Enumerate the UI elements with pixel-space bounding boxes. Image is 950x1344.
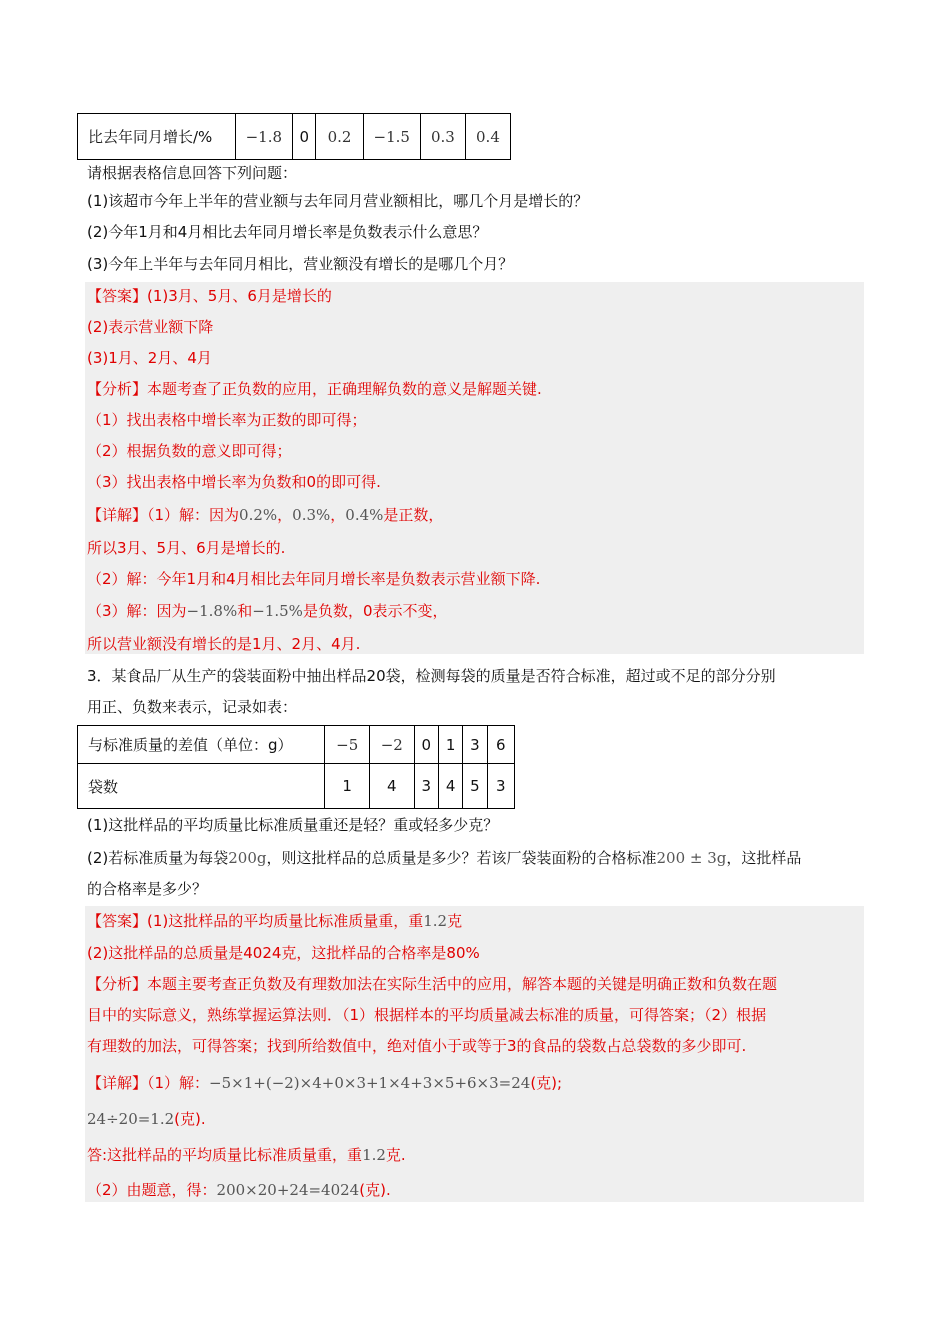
table-cell: 0.4 — [465, 114, 510, 160]
table-cell: 0 — [414, 726, 438, 764]
table-cell: −2 — [370, 726, 415, 764]
detail-text: 答:这批样品的平均质量比标准质量重，重 — [87, 1146, 363, 1164]
detail-text: （2）由题意，得： — [87, 1181, 217, 1199]
question-stem: 用正、负数来表示，记录如表： — [87, 698, 298, 716]
table-cell: 0 — [292, 114, 316, 160]
table-cell: 6 — [487, 726, 514, 764]
detail-line — [87, 1145, 406, 1165]
question-part-2: (2)今年1月和4月相比去年同月增长率是负数表示什么意思？ — [87, 223, 488, 241]
table-cell: 4 — [370, 764, 415, 809]
analysis-line: （3）找出表格中增长率为负数和0的即可得. — [87, 473, 381, 491]
flour-table — [77, 725, 515, 809]
math-expression: 200 ± 3g — [656, 849, 727, 867]
growth-table — [77, 113, 511, 160]
question-stem: 3．某食品厂从生产的袋装面粉中抽出样品20袋，检测每袋的质量是否符合标准，超过或不足的部分分别 — [87, 667, 776, 685]
answer-text: 克 — [447, 912, 463, 930]
detail-line — [87, 1180, 391, 1200]
detail-text: 和 — [237, 602, 253, 620]
table-cell: −5 — [325, 726, 370, 764]
table-cell: 5 — [463, 764, 487, 809]
detail-line — [87, 1073, 562, 1093]
table-header-cell: 与标准质量的差值（单位：g） — [78, 726, 325, 764]
math-expression: 0.3% — [292, 506, 331, 524]
question-part-2-cont: 的合格率是多少？ — [87, 880, 208, 898]
detail-text: (克). — [174, 1110, 206, 1128]
question-part-1: (1)这批样品的平均质量比标准质量重还是轻？重或轻多少克？ — [87, 816, 499, 834]
table-header-cell: 比去年同月增长/% — [78, 114, 236, 160]
table-row — [78, 764, 515, 809]
question-part-2 — [87, 848, 801, 868]
question-part-1: (1)该超市今年上半年的营业额与去年同月营业额相比，哪几个月是增长的？ — [87, 192, 589, 210]
detail-text: ， — [277, 506, 293, 524]
analysis-line: （2）根据负数的意义即可得； — [87, 442, 292, 460]
table-cell: 1 — [438, 726, 462, 764]
detail-line: （2）解：今年1月和4月相比去年同月增长率是负数表示营业额下降. — [87, 570, 541, 588]
detail-text: (克). — [359, 1181, 391, 1199]
table-cell: −1.8 — [235, 114, 292, 160]
table-row — [78, 114, 511, 160]
detail-text: 是负数，0表示不变， — [302, 602, 448, 620]
table-cell: 0.3 — [420, 114, 465, 160]
answer-line: 【答案】(1)3月、5月、6月是增长的 — [87, 287, 332, 305]
math-expression: 1.2 — [423, 912, 448, 930]
detail-line: 所以营业额没有增长的是1月、2月、4月. — [87, 635, 361, 653]
analysis-line: （1）找出表格中增长率为正数的即可得； — [87, 411, 367, 429]
detail-line — [87, 1109, 206, 1129]
question-intro: 请根据表格信息回答下列问题： — [87, 164, 298, 182]
math-expression: −1.8% — [186, 602, 238, 620]
question-part-3: (3)今年上半年与去年同月相比，营业额没有增长的是哪几个月？ — [87, 255, 514, 273]
table-cell: 0.2 — [316, 114, 363, 160]
table-cell: 3 — [487, 764, 514, 809]
detail-line: 所以3月、5月、6月是增长的. — [87, 539, 286, 557]
math-expression: 0.2% — [239, 506, 278, 524]
table-row — [78, 726, 515, 764]
table-cell: 3 — [463, 726, 487, 764]
table-cell: 4 — [438, 764, 462, 809]
detail-text: 是正数， — [383, 506, 444, 524]
analysis-line: 【分析】本题考查了正负数的应用，正确理解负数的意义是解题关键. — [87, 380, 542, 398]
question-text: (2)若标准质量为每袋 — [87, 849, 229, 867]
analysis-line: 【分析】本题主要考查正负数及有理数加法在实际生活中的应用，解答本题的关键是明确正数和负数在题 — [87, 975, 778, 993]
detail-text: (克); — [530, 1074, 563, 1092]
detail-text: 【详解】（1）解： — [87, 1074, 210, 1092]
table-cell: 3 — [414, 764, 438, 809]
analysis-line: 目中的实际意义，熟练掌握运算法则．（1）根据样本的平均质量减去标准的质量，可得答案；（2）根据 — [87, 1006, 767, 1024]
math-expression: −5×1+(−2)×4+0×3+1×4+3×5+6×3=24 — [209, 1074, 531, 1092]
math-expression: 200×20+24=4024 — [216, 1181, 360, 1199]
answer-text: 【答案】(1)这批样品的平均质量比标准质量重，重 — [87, 912, 424, 930]
detail-line — [87, 505, 443, 525]
math-expression: 1.2 — [362, 1146, 386, 1164]
detail-text: 【详解】（1）解：因为 — [87, 506, 240, 524]
analysis-line: 有理数的加法，可得答案；找到所给数值中，绝对值小于或等于3的食品的袋数占总袋数的多少即可. — [87, 1037, 747, 1055]
answer-line: (2)表示营业额下降 — [87, 318, 214, 336]
math-expression: 24÷20=1.2 — [87, 1110, 175, 1128]
detail-text: ， — [330, 506, 346, 524]
answer-line: (2)这批样品的总质量是4024克，这批样品的合格率是80% — [87, 944, 480, 962]
math-expression: 0.4% — [345, 506, 384, 524]
solution-block — [85, 282, 864, 654]
answer-line — [87, 911, 462, 931]
detail-line — [87, 601, 447, 621]
table-header-cell: 袋数 — [78, 764, 325, 809]
question-text: ，这批样品 — [726, 849, 802, 867]
math-expression: 200g — [228, 849, 267, 867]
detail-text: （3）解：因为 — [87, 602, 187, 620]
table-cell: 1 — [325, 764, 370, 809]
answer-line: (3)1月、2月、4月 — [87, 349, 212, 367]
math-expression: −1.5% — [252, 602, 303, 620]
detail-text: 克. — [385, 1146, 406, 1164]
question-text: ，则这批样品的总质量是多少？若该厂袋装面粉的合格标准 — [266, 849, 657, 867]
table-cell: −1.5 — [363, 114, 420, 160]
